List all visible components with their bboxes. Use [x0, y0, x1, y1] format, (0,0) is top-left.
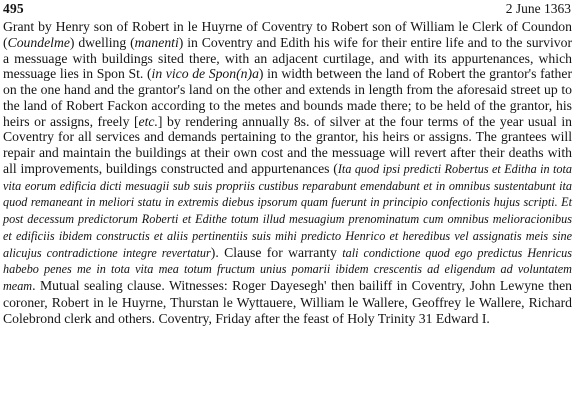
italic-term: Coundelme [7, 34, 70, 50]
body-text-run: ) in width between the land of Robert the grantor's father on the one hand and the grantor's land on the other and extends in length from the aforesaid street up to the land of Robert Fackon according to the metes and bounds made there; to be held of the grantor, his heirs or assigns, freely [ [3, 66, 572, 129]
entry-date: 2 June 1363 [505, 1, 571, 16]
latin-quotation: Ita quod ipsi predicti Robertus et Editha in tota vita eorum edificia dicti mesuagii sub suis propriis custibus reparabunt emendabunt et in omnibus sustentabunt ita quod remaneant in meliori statu in extremis diebus ipsorum quam fuerunt in principio confectionis hujus scripti. Et post decessum predictorum Roberti et Edithe totum illud mesuagium prenominatum cum omnibus melioracionibus et edificiis ibidem constructis et aliis pertinentiis suis mihi predicto Henrico et heredibus vel assignatis meis sine alicujus contradictione integre revertatur [3, 161, 573, 260]
body-text-run: ) dwelling ( [69, 34, 135, 50]
entry-body-text [3, 19, 572, 326]
italic-term: in vico de Spon(n)a [151, 66, 259, 82]
body-text-run: ] by rendering annually 8s. of silver at the four terms of the year usual in Coventry for all services and demands pertaining to the grantor, his heirs or assigns. The grantees will repair and maintain the buildings at their own cost and the messuage will revert after their deaths with all improvements, buildings constructed and appurtenances ( [3, 113, 572, 176]
body-text-run: ) in Coventry and Edith his wife for their entire life and to the survivor a messuage with buildings sited there, with an adjacent curtilage, and with its appurtenances, which messuage lies in Spon St. ( [3, 34, 572, 82]
body-text-run: Grant by Henry son of Robert in le Huyrne of Coventry to Robert son of William le Clerk of Coundon ( [3, 19, 572, 50]
latin-quotation: tali condictione quod ego predictus Henricus habebo penes me in tota vita mea totum fructum unius pomarii ibidem crescentis ad eligendum ad voluntatem meam [3, 245, 572, 293]
italic-term: manenti [134, 34, 179, 50]
entry-number: 495 [3, 1, 24, 16]
italic-term: etc. [138, 113, 158, 129]
body-text-run: . Mutual sealing clause. Witnesses: Roger Dayesegh' then bailiff in Coventry, John Lewyne then coroner, Robert in le Huyrne, Thurstan le Wyttauere, William le Wallere, Geoffrey le Wallere, Richard Colebrond clerk and others. Coventry, Friday after the feast of Holy Trinity 31 Edward I. [3, 278, 572, 326]
body-text-run: ). Clause for warranty [210, 244, 343, 260]
